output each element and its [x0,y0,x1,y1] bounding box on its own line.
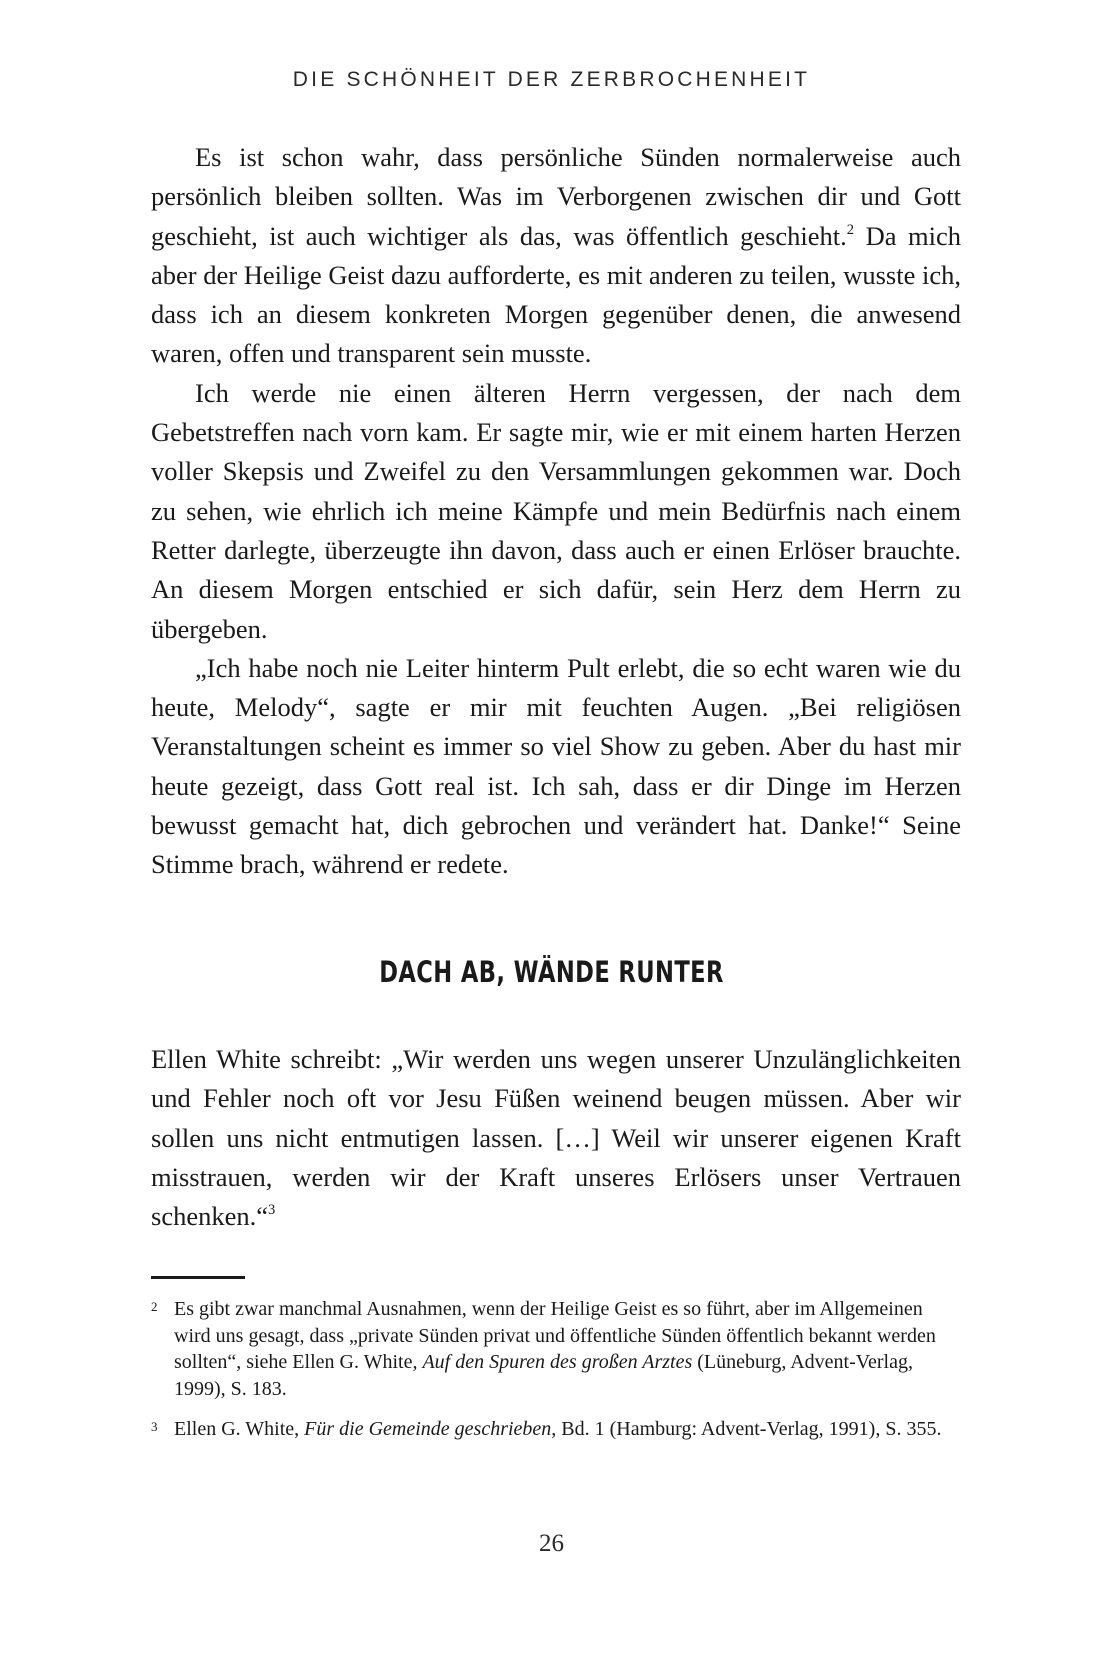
footnote-text: Ellen G. White, [174,1418,305,1440]
footnote-text: Es gibt zwar manchmal Ausnahmen, wenn der Heilige Geist es so führt, aber im Allgemeinen wird uns gesagt, dass „private Sünden privat und öffentliche Sünden öffentlich bekannt werden sollten“, siehe Ellen G. White, [174,1298,936,1373]
footnote [151,1416,961,1443]
body-section-1 [151,138,961,885]
footnote-text: (Lüneburg, Advent-Verlag, 1999), S. 183. [174,1351,913,1400]
page-number: 26 [539,1530,564,1557]
footnotes [151,1296,961,1457]
paragraph-text: Es ist schon wahr, dass persönliche Sünden normalerweise auch persönlich bleiben sollten. Was im Verborgenen zwischen dir und Gott geschieht, ist auch wichtiger als das, was öffentlich geschieht. [151,142,961,251]
footnote-ref[interactable]: 2 [846,221,855,238]
footnote-divider [151,1276,245,1279]
paragraph: „Ich habe noch nie Leiter hinterm Pult erlebt, die so echt waren wie du heute, Melody“, sagte er mir mit feuchten Augen. „Bei religiösen Veranstaltungen scheint es immer so viel Show zu geben. Aber du hast mir heute gezeigt, dass Gott real ist. Ich sah, dass er dir Dinge im Herzen bewusst gemacht hat, dich gebrochen und verändert hat. Danke!“ Seine Stimme brach, während er redete. [151,652,961,880]
body-section-2 [151,1040,961,1236]
running-header: DIE SCHÖNHEIT DER ZERBROCHENHEIT [292,68,811,91]
footnote [151,1296,961,1402]
footnote-book-title: Für die Gemeinde geschrieben, [304,1418,557,1440]
footnote-book-title: Auf den Spuren des großen Arztes [422,1351,693,1373]
paragraph-text: Da mich aber der Heilige Geist dazu aufforderte, es mit anderen zu teilen, wusste ich, dass ich an diesem konkreten Morgen gegenüber denen, die anwesend waren, offen und transparent sein musste. [151,220,961,369]
paragraph-text: Ellen White schreibt: „Wir werden uns wegen unserer Unzulänglichkeiten und Fehler noch oft vor Jesu Füßen weinend beugen müssen. Aber wir sollen uns nicht entmutigen lassen. […] Weil wir unserer eigenen Kraft misstrauen, werden wir der Kraft unseres Erlösers unser Vertrauen schenken.“ [151,1044,961,1232]
paragraph [151,1040,961,1236]
section-heading: DACH AB, WÄNDE RUNTER [379,955,724,989]
paragraph [151,138,961,374]
paragraph: Ich werde nie einen älteren Herrn vergessen, der nach dem Gebetstreffen nach vorn kam. Er sagte mir, wie er mit einem harten Herzen voller Skepsis und Zweifel zu den Versammlungen gekommen war. Doch zu sehen, wie ehrlich ich meine Kämpfe und mein Bedürfnis nach einem Retter darlegte, überzeugte ihn davon, dass auch er einen Erlöser brauchte. An diesem Morgen entschied er sich dafür, sein Herz dem Herrn zu übergeben. [151,377,961,644]
footnote-number: 2 [151,1299,158,1314]
footnote-number: 3 [151,1419,158,1434]
footnote-text: Bd. 1 (Hamburg: Advent-Verlag, 1991), S. 355. [556,1418,942,1440]
footnote-ref[interactable]: 3 [268,1202,276,1219]
